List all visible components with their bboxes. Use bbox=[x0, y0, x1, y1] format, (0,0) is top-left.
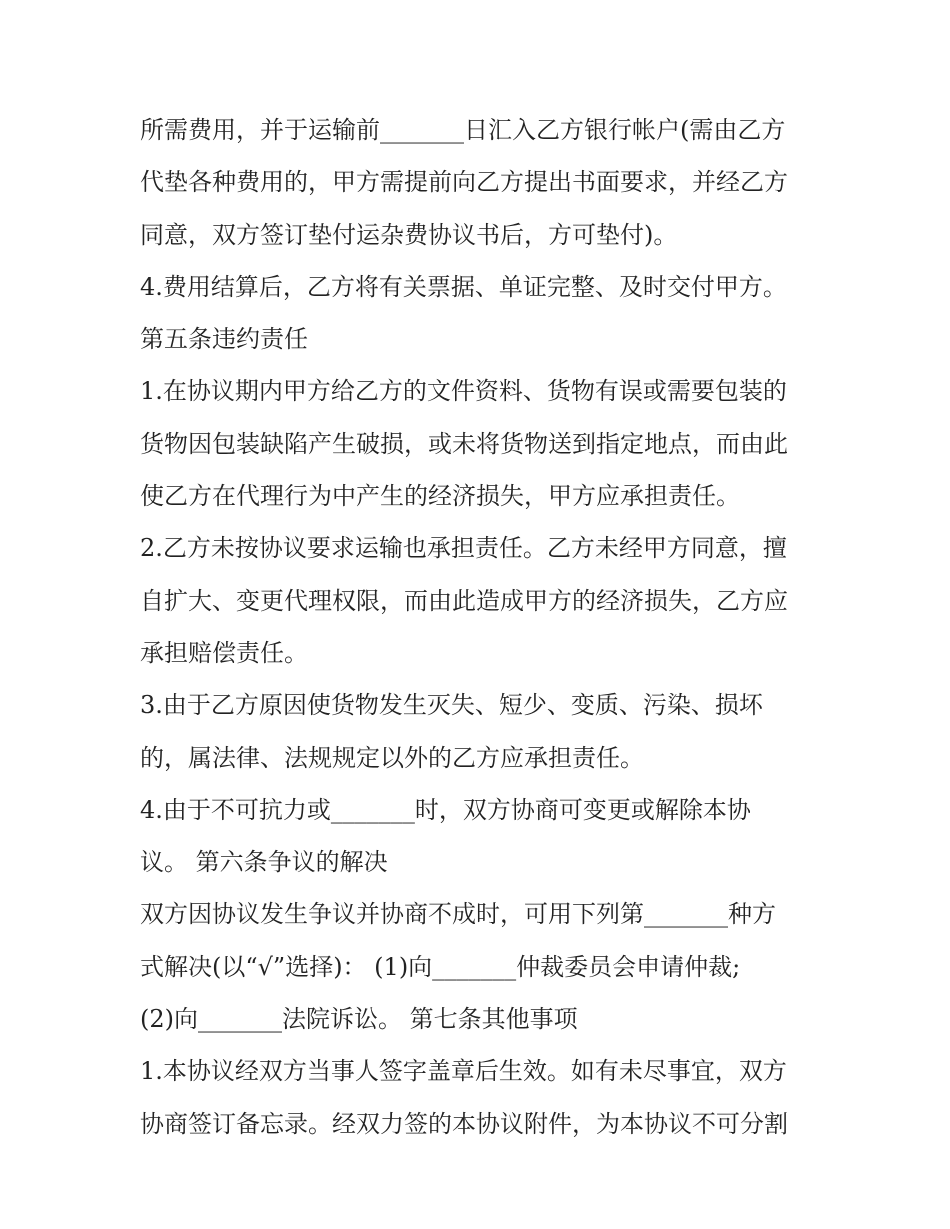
text-line: 所需费用，并于运输前_______日汇入乙方银行帐户(需由乙方 bbox=[140, 116, 786, 144]
text-line: 货物因包装缺陷产生破损，或未将货物送到指定地点，而由此 bbox=[140, 429, 788, 458]
text-line: 自扩大、变更代理权限，而由此造成甲方的经济损失，乙方应 bbox=[140, 586, 788, 615]
text-line: 4.由于不可抗力或_______时，双方协商可变更或解除本协 bbox=[140, 795, 751, 824]
text-line: (2)向_______法院诉讼。 第七条其他事项 bbox=[140, 1005, 578, 1034]
text-line: 3.由于乙方原因使货物发生灭失、短少、变质、污染、损坏 bbox=[140, 691, 763, 720]
text-line: 协商签订备忘录。经双力签的本协议附件，为本协议不可分割 bbox=[140, 1109, 788, 1138]
text-line: 双方因协议发生争议并协商不成时，可用下列第_______种方 bbox=[140, 900, 776, 929]
text-line: 使乙方在代理行为中产生的经济损失，甲方应承担责任。 bbox=[140, 482, 740, 511]
text-line: 同意，双方签订垫付运杂费协议书后，方可垫付)。 bbox=[140, 220, 678, 249]
text-line: 承担赔偿责任。 bbox=[140, 638, 308, 667]
text-line: 式解决(以“√”选择)： (1)向_______仲裁委员会申请仲裁; bbox=[140, 952, 741, 981]
text-line: 1.在协议期内甲方给乙方的文件资料、货物有误或需要包装的 bbox=[140, 377, 787, 406]
text-line: 4.费用结算后，乙方将有关票据、单证完整、及时交付甲方。 bbox=[140, 272, 787, 301]
text-line: 代垫各种费用的，甲方需提前向乙方提出书面要求，并经乙方 bbox=[140, 168, 788, 197]
text-line: 1.本协议经双方当事人签字盖章后生效。如有未尽事宜，双方 bbox=[140, 1057, 787, 1086]
text-line: 议。 第六条争议的解决 bbox=[140, 848, 388, 877]
section-heading: 第五条违约责任 bbox=[140, 325, 308, 354]
text-line: 2.乙方未按协议要求运输也承担责任。乙方未经甲方同意，擅 bbox=[140, 534, 787, 563]
text-line: 的，属法律、法规规定以外的乙方应承担责任。 bbox=[140, 743, 644, 772]
document-body bbox=[140, 110, 830, 1156]
